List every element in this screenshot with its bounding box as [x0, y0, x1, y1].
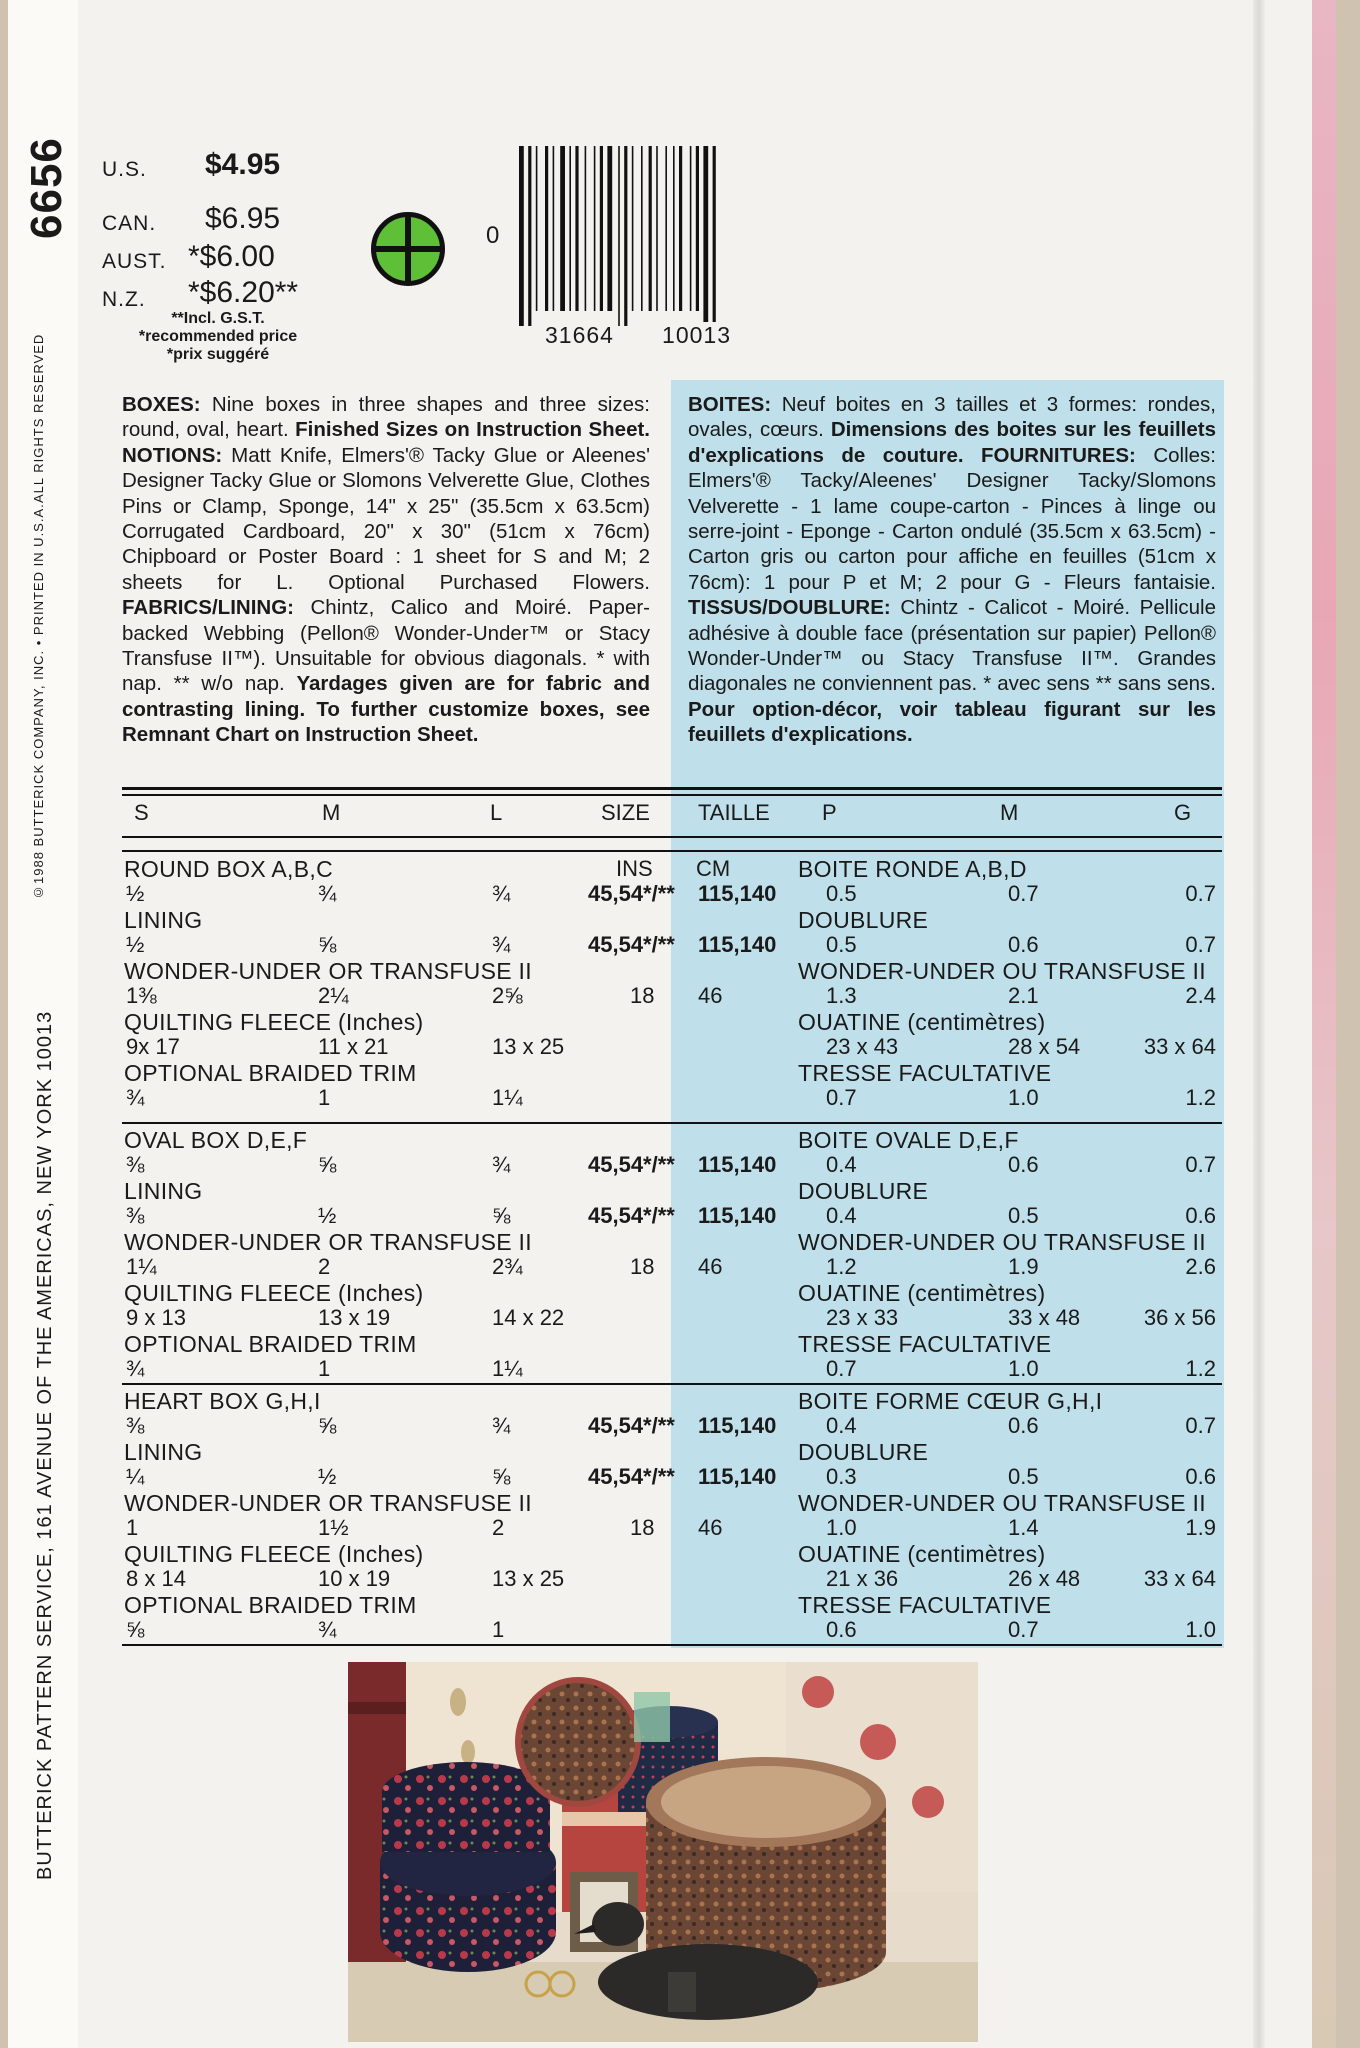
cell-size-m-fr: 0.6: [1008, 1152, 1039, 1177]
cell-size-m-fr: 0.6: [1008, 1413, 1039, 1438]
desc-heading: Yardages given are for fabric and contrasting lining. To further customize boxes, see Remnant Chart on Instruction Sheet.: [122, 672, 650, 747]
barcode-bar: [519, 146, 524, 326]
table-bottom-rule: [122, 1644, 1222, 1646]
cell-size-m: 1½: [318, 1515, 349, 1540]
row-label-en: OVAL BOX D,E,F: [124, 1127, 308, 1153]
cell-size-m-fr: 1.0: [1008, 1085, 1039, 1110]
cell-size-p: 0.4: [826, 1413, 857, 1438]
cell-size-p: 0.7: [826, 1085, 857, 1110]
photo-illustration: [348, 1662, 978, 2042]
desc-text: Chintz, Calico and Moiré. Paper-backed Webbing (Pellon® Wonder-Under™ or Stacy Transfuse II™). Unsuitable for obvious diagonals. * with nap. ** w/o nap.: [122, 596, 650, 696]
price-value: *$6.20**: [188, 276, 299, 309]
price-note: **Incl. G.S.T.: [171, 310, 265, 327]
header-m-fr: M: [1000, 800, 1019, 825]
row-label-en: LINING: [124, 907, 203, 933]
cell-size-m-fr: 1.9: [1008, 1254, 1039, 1279]
cell-size-m: 2: [318, 1254, 331, 1279]
cell-width-cm: 115,140: [698, 932, 777, 957]
unit-cm: CM: [696, 856, 731, 881]
price-country: CAN.: [102, 212, 157, 235]
cell-size-s: ¾: [126, 1085, 145, 1110]
cell-width-ins: 45,54*/**: [588, 881, 675, 906]
row-label-en: LINING: [124, 1178, 203, 1204]
header-l: L: [490, 800, 503, 825]
cell-size-m: 1: [318, 1085, 331, 1110]
cell-size-p: 0.3: [826, 1464, 857, 1489]
header-g: G: [1174, 800, 1192, 825]
cell-size-s: ⅜: [126, 1152, 145, 1177]
row-label-en: HEART BOX G,H,I: [124, 1388, 321, 1414]
cell-size-p: 0.4: [826, 1203, 857, 1228]
cell-size-s: ⅜: [126, 1203, 145, 1228]
cell-width-cm: 115,140: [698, 1413, 777, 1438]
price-country: U.S.: [102, 158, 147, 181]
section-rule: [122, 1122, 1222, 1124]
cell-size-g: 1.0: [1185, 1617, 1216, 1642]
desc-heading: Pour option-décor, voir tableau figurant sur les feuillets d'explications.: [688, 697, 1216, 747]
barcode-digits: [543, 322, 733, 349]
barcode-bar: [585, 146, 587, 311]
row-label-fr: WONDER-UNDER OU TRANSFUSE II: [798, 1490, 1206, 1516]
cell-size-l: 2: [492, 1515, 505, 1540]
barcode-bar: [641, 146, 643, 311]
barcode-bar: [665, 146, 667, 311]
cell-size-l: ¾: [492, 881, 511, 906]
cell-size-p: 21 x 36: [826, 1566, 899, 1591]
row-label-fr: OUATINE (centimètres): [798, 1541, 1046, 1567]
header-size: SIZE: [601, 800, 650, 825]
price-value: $6.95: [205, 202, 281, 235]
cell-size-s: 9 x 13: [126, 1305, 186, 1330]
row-label-en: OPTIONAL BRAIDED TRIM: [124, 1060, 417, 1086]
cell-size-g: 1.9: [1185, 1515, 1216, 1540]
row-label-fr: TRESSE FACULTATIVE: [798, 1592, 1052, 1618]
header-rule: [122, 850, 1222, 852]
table-top-rule: [122, 787, 1222, 790]
cell-size-m: 10 x 19: [318, 1566, 391, 1591]
barcode-bar: [690, 146, 692, 311]
cell-width-ins: 18: [630, 1254, 655, 1279]
row-label-fr: BOITE FORME CŒUR G,H,I: [798, 1388, 1103, 1414]
barcode-bar: [673, 146, 675, 311]
cell-size-m-fr: 0.7: [1008, 1617, 1039, 1642]
cell-size-s: ¼: [126, 1464, 145, 1489]
cell-width-cm: 115,140: [698, 1203, 777, 1228]
cell-size-m-fr: 0.6: [1008, 932, 1039, 957]
cell-size-s: 8 x 14: [126, 1566, 186, 1591]
barcode-lead-digit: 0: [486, 222, 500, 249]
cell-size-p: 0.5: [826, 932, 857, 957]
cell-width-ins: 45,54*/**: [588, 1203, 675, 1228]
cell-width-cm: 115,140: [698, 1152, 777, 1177]
cell-width-ins: 45,54*/**: [588, 1413, 675, 1438]
barcode-bar: [545, 146, 548, 311]
pattern-number: 6656: [22, 137, 71, 239]
cell-size-l: ⅝: [492, 1464, 511, 1489]
copyright-block: [30, 333, 47, 900]
pattern-envelope-back: [8, 0, 1336, 2048]
barcode-bar: [528, 146, 531, 326]
barcode: [513, 146, 753, 326]
barcode-bar: [553, 146, 555, 311]
cell-size-l: 1¼: [492, 1085, 523, 1110]
unit-ins: INS: [616, 856, 653, 881]
row-label-fr: DOUBLURE: [798, 1439, 929, 1465]
cell-size-s: 1: [126, 1515, 139, 1540]
row-label-fr: TRESSE FACULTATIVE: [798, 1060, 1052, 1086]
barcode-bar: [703, 146, 708, 326]
cell-size-m: ¾: [318, 881, 337, 906]
barcode-bar: [569, 146, 571, 311]
barcode-bar: [632, 146, 634, 311]
row-label-en: WONDER-UNDER OR TRANSFUSE II: [124, 1490, 532, 1516]
barcode-group: 31664: [545, 322, 614, 348]
barcode-bar: [536, 146, 538, 311]
cell-width-ins: 18: [630, 1515, 655, 1540]
cell-size-g: 0.6: [1185, 1203, 1216, 1228]
barcode-bar: [607, 146, 612, 311]
desc-heading: Dimensions des boites sur les feuillets d'explications de couture. FOURNITURES:: [688, 418, 1216, 467]
cell-size-s: 1⅜: [126, 983, 157, 1008]
row-label-en: QUILTING FLEECE (Inches): [124, 1009, 424, 1035]
cell-size-g: 2.6: [1185, 1254, 1216, 1279]
cell-size-m: 1: [318, 1356, 331, 1381]
cell-size-g: 36 x 56: [1143, 1305, 1216, 1330]
barcode-bar: [679, 146, 682, 311]
header-taille: TAILLE: [698, 800, 770, 825]
header-s: S: [134, 800, 149, 825]
cell-size-m-fr: 28 x 54: [1008, 1034, 1081, 1059]
price-value: *$6.00: [188, 240, 275, 273]
cell-size-s: 1¼: [126, 1254, 157, 1279]
cell-width-cm: 46: [698, 983, 723, 1008]
cell-size-m-fr: 1.4: [1008, 1515, 1039, 1540]
desc-heading: FABRICS/LINING:: [122, 596, 294, 620]
cell-size-p: 1.2: [826, 1254, 857, 1279]
cell-size-g: 0.7: [1185, 1152, 1216, 1177]
row-label-fr: BOITE RONDE A,B,D: [798, 856, 1027, 882]
header-rule: [122, 836, 1222, 838]
rights-line: ALL RIGHTS RESERVED: [31, 333, 46, 504]
row-label-en: OPTIONAL BRAIDED TRIM: [124, 1331, 417, 1357]
cell-size-p: 0.6: [826, 1617, 857, 1642]
barcode-bar: [649, 146, 652, 311]
barcode-bar: [696, 146, 699, 311]
cell-size-m-fr: 0.7: [1008, 881, 1039, 906]
cell-width-ins: 18: [630, 983, 655, 1008]
desc-text: Chintz - Calicot - Moiré. Pellicule adhésive à double face (présentation sur papier) Pellon® Wonder-Under™ ou Stacy Transfuse II™. Grandes diagonales ne conviennent pas. * avec sens ** sans sens.: [688, 596, 1216, 696]
cell-width-cm: 115,140: [698, 881, 777, 906]
cell-size-p: 23 x 33: [826, 1305, 899, 1330]
cell-size-g: 1.2: [1185, 1085, 1216, 1110]
cell-size-l: ¾: [492, 932, 511, 957]
cell-size-s: ½: [126, 932, 145, 957]
price-notes: [108, 310, 328, 364]
cell-size-g: 1.2: [1185, 1356, 1216, 1381]
cell-size-l: 1: [492, 1617, 505, 1642]
cell-size-m: ⅝: [318, 1152, 337, 1177]
description-french: [688, 392, 1216, 748]
barcode-bar: [713, 146, 716, 326]
desc-heading: BOITES:: [688, 393, 772, 416]
product-photo: [348, 1662, 978, 2042]
barcode-bar: [618, 146, 620, 326]
cell-size-s: ⅝: [126, 1617, 145, 1642]
cell-size-l: 2⅝: [492, 983, 523, 1008]
price-note: *prix suggéré: [166, 346, 270, 363]
cell-size-l: ¾: [492, 1152, 511, 1177]
barcode-bar: [560, 146, 565, 311]
description-english: [122, 392, 650, 748]
barcode-bar: [575, 146, 578, 311]
cell-size-m: 13 x 19: [318, 1305, 391, 1330]
cell-size-p: 1.0: [826, 1515, 857, 1540]
cell-size-p: 0.5: [826, 881, 857, 906]
row-label-en: OPTIONAL BRAIDED TRIM: [124, 1592, 417, 1618]
cell-size-g: 0.7: [1185, 932, 1216, 957]
row-label-fr: WONDER-UNDER OU TRANSFUSE II: [798, 1229, 1206, 1255]
cell-size-m: 2¼: [318, 983, 349, 1008]
price-country: AUST.: [102, 250, 167, 273]
table-top-rule: [122, 794, 1222, 796]
cell-size-m: ⅝: [318, 932, 337, 957]
price-note: *recommended price: [138, 328, 298, 345]
desc-text: Colles: Elmers'® Tacky/Aleenes' Designer Tacky/Slomons Velverette - 1 lame coupe-carton - Pinces à linge ou serre-joint - Eponge - Carton ondulé (35.5cm x 63.5cm) - Carton gris ou carton pour affiche en feuilles (51cm x 76cm): 1 pour P et M; 2 pour G - Fleurs fantaisie.: [688, 443, 1216, 594]
cell-size-l: 14 x 22: [492, 1305, 565, 1330]
desc-heading: BOXES:: [122, 393, 201, 416]
cell-size-s: ¾: [126, 1356, 145, 1381]
cell-size-p: 0.4: [826, 1152, 857, 1177]
cell-size-s: ½: [126, 881, 145, 906]
cell-width-cm: 46: [698, 1254, 723, 1279]
cell-size-p: 1.3: [826, 983, 857, 1008]
header-m: M: [322, 800, 341, 825]
cell-size-m-fr: 0.5: [1008, 1203, 1039, 1228]
row-label-fr: TRESSE FACULTATIVE: [798, 1331, 1052, 1357]
cell-size-p: 23 x 43: [826, 1034, 899, 1059]
desc-heading: TISSUS/DOUBLURE:: [688, 596, 891, 620]
cell-size-m-fr: 2.1: [1008, 983, 1039, 1008]
row-label-fr: OUATINE (centimètres): [798, 1280, 1046, 1306]
cell-size-m-fr: 1.0: [1008, 1356, 1039, 1381]
cell-width-ins: 45,54*/**: [588, 1152, 675, 1177]
barcode-group: 10013: [662, 322, 731, 348]
cell-width-ins: 45,54*/**: [588, 1464, 675, 1489]
cell-size-l: 2¾: [492, 1254, 523, 1279]
cell-size-m: ⅝: [318, 1413, 337, 1438]
pink-edge: [1312, 0, 1336, 2048]
row-label-fr: OUATINE (centimètres): [798, 1009, 1046, 1035]
row-label-fr: WONDER-UNDER OU TRANSFUSE II: [798, 958, 1206, 984]
cell-size-g: 0.7: [1185, 1413, 1216, 1438]
row-label-en: WONDER-UNDER OR TRANSFUSE II: [124, 958, 532, 984]
cell-width-ins: 45,54*/**: [588, 932, 675, 957]
cell-size-l: 13 x 25: [492, 1566, 565, 1591]
cell-size-g: 2.4: [1185, 983, 1216, 1008]
row-label-en: LINING: [124, 1439, 203, 1465]
cell-size-m: 11 x 21: [318, 1034, 389, 1059]
cell-size-g: 0.6: [1185, 1464, 1216, 1489]
row-label-en: ROUND BOX A,B,C: [124, 856, 333, 882]
price-country: N.Z.: [102, 288, 146, 311]
row-label-en: QUILTING FLEECE (Inches): [124, 1280, 424, 1306]
cell-width-cm: 46: [698, 1515, 723, 1540]
barcode-bar: [656, 146, 658, 311]
fold-shadow: [1253, 0, 1265, 2048]
cell-size-m-fr: 26 x 48: [1008, 1566, 1081, 1591]
cell-size-l: 13 x 25: [492, 1034, 565, 1059]
cell-size-g: 33 x 64: [1143, 1034, 1216, 1059]
row-label-fr: DOUBLURE: [798, 1178, 929, 1204]
cell-width-cm: 115,140: [698, 1464, 777, 1489]
desc-text: Nine boxes in three shapes and three sizes: round, oval, heart.: [122, 393, 650, 442]
copyright-line: ©1988 BUTTERICK COMPANY, INC. • PRINTED IN U.S.A.: [31, 503, 46, 900]
desc-text: Neuf boites en 3 tailles et 3 formes: rondes, ovales, cœurs.: [688, 393, 1216, 442]
cell-size-s: ⅜: [126, 1413, 145, 1438]
cell-size-p: 0.7: [826, 1356, 857, 1381]
row-label-fr: BOITE OVALE D,E,F: [798, 1127, 1019, 1153]
barcode-bar: [624, 146, 627, 326]
cell-size-m: ½: [318, 1203, 337, 1228]
row-label-en: QUILTING FLEECE (Inches): [124, 1541, 424, 1567]
cell-size-m-fr: 0.5: [1008, 1464, 1039, 1489]
cell-size-m-fr: 33 x 48: [1008, 1305, 1081, 1330]
barcode-bar: [594, 146, 596, 311]
price-value: $4.95: [205, 148, 281, 181]
cell-size-m: ¾: [318, 1617, 337, 1642]
cell-size-l: 1¼: [492, 1356, 523, 1381]
desc-text: Matt Knife, Elmers'® Tacky Glue or Aleenes' Designer Tacky Glue or Slomons Velverette Glue, Clothes Pins or Clamp, Sponge, 14" x 25" (35.5cm x 63.5cm) Corrugated Cardboard, 20" x 30" (51cm x 76cm) Chipboard or Poster Board : 1 sheet for S and M; 2 sheets for L. Optional Purchased Flowers.: [122, 443, 650, 594]
cell-size-g: 0.7: [1185, 881, 1216, 906]
cell-size-l: ⅝: [492, 1203, 511, 1228]
registration-mark-icon: [371, 212, 445, 286]
cell-size-l: ¾: [492, 1413, 511, 1438]
row-label-en: WONDER-UNDER OR TRANSFUSE II: [124, 1229, 532, 1255]
section-rule: [122, 1383, 1222, 1385]
publisher-line: BUTTERICK PATTERN SERVICE, 161 AVENUE OF THE AMERICAS, NEW YORK 10013: [34, 1010, 56, 1880]
cell-size-g: 33 x 64: [1143, 1566, 1216, 1591]
barcode-bar: [600, 146, 603, 311]
cell-size-m: ½: [318, 1464, 337, 1489]
desc-heading: Finished Sizes on Instruction Sheet. NOTIONS:: [122, 418, 650, 467]
header-p: P: [822, 800, 837, 825]
row-label-fr: DOUBLURE: [798, 907, 929, 933]
cell-size-s: 9x 17: [126, 1034, 180, 1059]
